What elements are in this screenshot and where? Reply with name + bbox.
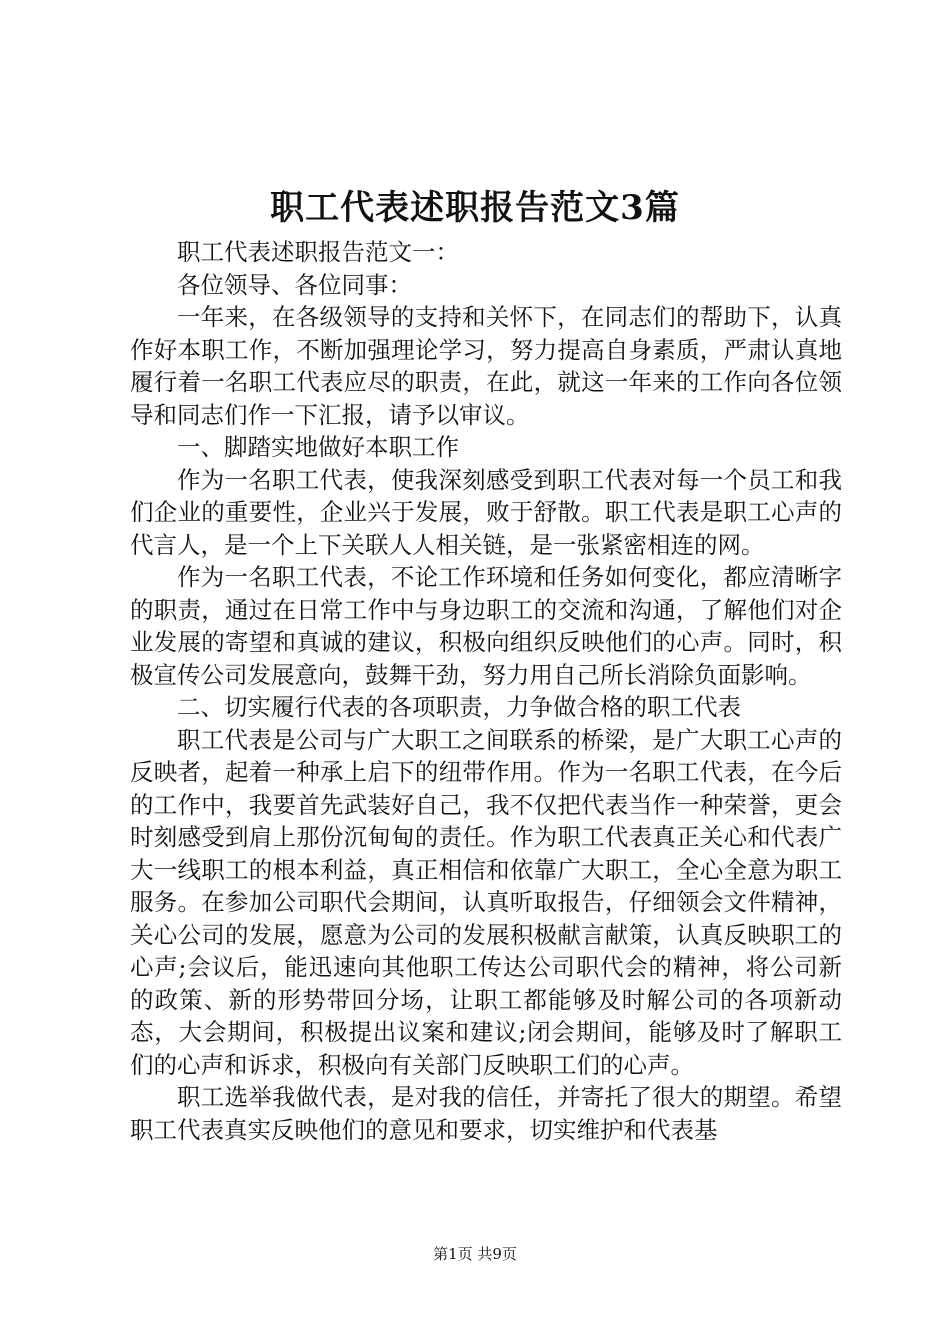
document-body: [130, 236, 842, 1146]
section-heading-2: 二、切实履行代表的各项职责，力争做合格的职工代表: [177, 693, 741, 721]
paragraph-body: 职工选举我做代表，是对我的信任，并寄托了很大的期望。希望职工代表真实反映他们的意见和要求，切实维护和代表基: [130, 1083, 842, 1144]
page-number-footer: 第1页 共9页: [433, 1245, 517, 1263]
paragraph-body: 作为一名职工代表，使我深刻感受到职工代表对每一个员工和我们企业的重要性，企业兴于发展，败于舒散。职工代表是职工心声的代言人，是一个上下关联人人相关链，是一张紧密相连的网。: [130, 465, 842, 559]
paragraph-heading-1: 职工代表述职报告范文一：: [177, 238, 459, 266]
section-heading-1: 一、脚踏实地做好本职工作: [177, 433, 459, 461]
document-title: 职工代表述职报告范文3篇: [270, 188, 680, 228]
paragraph-body: 职工代表是公司与广大职工之间联系的桥梁，是广大职工心声的反映者，起着一种承上启下的纽带作用。作为一名职工代表，在今后的工作中，我要首先武装好自己，我不仅把代表当作一种荣誉，更会时刻感受到肩上那份沉甸甸的责任。作为职工代表真正关心和代表广大一线职工的根本利益，真正相信和依靠广大职工，全心全意为职工服务。在参加公司职代会期间，认真听取报告，仔细领会文件精神，关心公司的发展，愿意为公司的发展积极献言献策，认真反映职工的心声;会议后，能迅速向其他职工传达公司职代会的精神，将公司新的政策、新的形势带回分场，让职工都能够及时解公司的各项新动态，大会期间，积极提出议案和建议;闭会期间，能够及时了解职工们的心声和诉求，积极向有关部门反映职工们的心声。: [130, 725, 842, 1079]
paragraph-salutation: 各位领导、各位同事：: [177, 270, 412, 299]
paragraph-intro: 一年来，在各级领导的支持和关怀下，在同志们的帮助下，认真作好本职工作，不断加强理论学习，努力提高自身素质，严肃认真地履行着一名职工代表应尽的职责，在此，就这一年来的工作向各位领导和同志们作一下汇报，请予以审议。: [130, 303, 842, 429]
paragraph-body: 作为一名职工代表，不论工作环境和任务如何变化，都应清晰字的职责，通过在日常工作中与身边职工的交流和沟通，了解他们对企业发展的寄望和真诚的建议，积极向组织反映他们的心声。同时，积极宣传公司发展意向，鼓舞干劲，努力用自己所长消除负面影响。: [130, 563, 842, 689]
